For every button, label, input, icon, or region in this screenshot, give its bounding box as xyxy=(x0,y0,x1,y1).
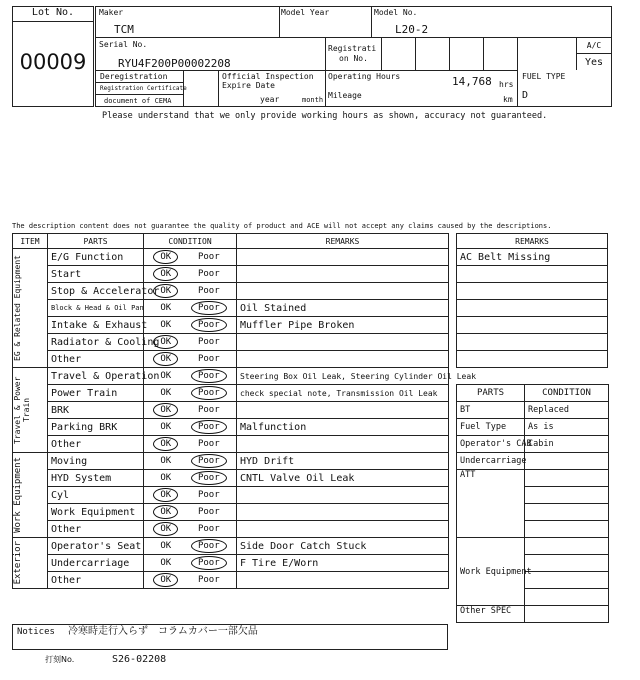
remark-line xyxy=(457,266,608,283)
serial-value: RYU4F200P00002208 xyxy=(118,57,231,70)
ok-option: OK xyxy=(160,303,172,313)
table-row xyxy=(13,572,449,589)
remark-cell: Side Door Catch Stuck xyxy=(237,538,449,555)
lot-label: Lot No. xyxy=(31,7,75,18)
side-remark-text xyxy=(457,334,608,351)
ok-circled: OK xyxy=(153,267,178,281)
table-row xyxy=(13,402,449,419)
ok-circled: OK xyxy=(153,250,178,264)
remark-cell: Steering Box Oil Leak, Steering Cylinder Oil Leak xyxy=(237,368,449,385)
remark-cell xyxy=(237,436,449,453)
part-name: HYD System xyxy=(48,470,144,487)
table-row xyxy=(13,266,449,283)
remark-cell xyxy=(237,283,449,300)
ok-circled: OK xyxy=(153,573,178,587)
table-row xyxy=(13,283,449,300)
side-part-condition xyxy=(525,555,609,572)
remark-cell: Oil Stained xyxy=(237,300,449,317)
condition-cell xyxy=(144,249,237,266)
att-label: ATT xyxy=(457,470,525,538)
table-row xyxy=(13,300,449,317)
remark-cell xyxy=(237,572,449,589)
hours-note: Please understand that we only provide working hours as shown, accuracy not guaranteed. xyxy=(102,111,548,121)
side-part-condition xyxy=(525,487,609,504)
ok-circled: OK xyxy=(153,505,178,519)
part-name: E/G Function xyxy=(48,249,144,266)
remark-cell xyxy=(237,266,449,283)
poor-option: Poor xyxy=(197,252,220,262)
side-parts-row xyxy=(457,436,609,453)
condition-cell xyxy=(144,504,237,521)
condition-cell xyxy=(144,266,237,283)
ok-option: OK xyxy=(160,558,172,568)
part-name: Start xyxy=(48,266,144,283)
side-part-condition xyxy=(525,589,609,606)
poor-circled: Poor xyxy=(191,471,227,485)
table-row xyxy=(13,521,449,538)
deregistration-label: Deregistration xyxy=(100,72,168,81)
side-parts-row xyxy=(457,419,609,436)
side-parts-row xyxy=(457,453,609,470)
cema-label: document of CEMA xyxy=(104,97,172,105)
poor-option: Poor xyxy=(197,507,220,517)
remark-cell xyxy=(237,521,449,538)
ok-option: OK xyxy=(160,422,172,432)
side-part-condition xyxy=(525,453,609,470)
table-row xyxy=(13,436,449,453)
model-no-label: Model No. xyxy=(374,8,418,17)
side-parts-table xyxy=(456,384,609,623)
poor-option: Poor xyxy=(197,269,220,279)
poor-option: Poor xyxy=(197,337,220,347)
ok-option: OK xyxy=(160,320,172,330)
ok-circled: OK xyxy=(153,522,178,536)
table-row xyxy=(13,419,449,436)
remark-cell xyxy=(237,249,449,266)
poor-option: Poor xyxy=(197,286,220,296)
remark-cell xyxy=(237,487,449,504)
side-remark-text xyxy=(457,283,608,300)
group-label: Work Equipment xyxy=(13,457,23,533)
ok-circled: OK xyxy=(153,403,178,417)
remark-cell xyxy=(237,504,449,521)
table-row xyxy=(13,351,449,368)
model-no-value: L20-2 xyxy=(395,23,429,36)
registration-certificate-label: Registration Certificate xyxy=(100,85,187,92)
table-row xyxy=(13,555,449,572)
group-label: Exterior xyxy=(13,541,23,585)
side-parts-row xyxy=(457,606,609,623)
parts-header: PARTS xyxy=(48,234,144,249)
condition-cell xyxy=(144,368,237,385)
ok-circled: OK xyxy=(153,437,178,451)
ok-circled: OK xyxy=(153,284,178,298)
poor-circled: Poor xyxy=(191,301,227,315)
item-header: ITEM xyxy=(13,234,48,249)
poor-option: Poor xyxy=(197,439,220,449)
group-label: EG & Related Equipment xyxy=(13,255,22,361)
table-row xyxy=(13,249,449,266)
side-part-name: Fuel Type xyxy=(457,419,525,436)
condition-cell xyxy=(144,317,237,334)
part-name: Other xyxy=(48,351,144,368)
condition-cell xyxy=(144,436,237,453)
poor-circled: Poor xyxy=(191,386,227,400)
operating-hours-value: 14,768 xyxy=(452,75,492,88)
fuel-type-value: D xyxy=(522,90,529,101)
side-remarks-header: REMARKS xyxy=(457,234,608,249)
ac-value: Yes xyxy=(584,57,604,68)
table-row xyxy=(13,385,449,402)
poor-circled: Poor xyxy=(191,454,227,468)
table-row xyxy=(13,317,449,334)
table-row xyxy=(13,368,449,385)
condition-cell xyxy=(144,402,237,419)
part-name: Intake & Exhaust xyxy=(48,317,144,334)
maker-label: Maker xyxy=(99,8,124,17)
side-part-condition xyxy=(525,504,609,521)
mileage-label: Mileage xyxy=(328,91,362,100)
part-name: Other xyxy=(48,436,144,453)
poor-option: Poor xyxy=(197,405,220,415)
poor-option: Poor xyxy=(197,575,220,585)
inspection-label-2: Expire Date xyxy=(222,81,275,90)
condition-cell xyxy=(144,572,237,589)
condition-cell xyxy=(144,470,237,487)
remarks-header: REMARKS xyxy=(237,234,449,249)
side-remark-text xyxy=(457,266,608,283)
remark-cell xyxy=(237,402,449,419)
group-label: Travel & Power Train xyxy=(13,376,31,444)
part-name: Travel & Operation xyxy=(48,368,144,385)
poor-option: Poor xyxy=(197,354,220,364)
maker-value: TCM xyxy=(114,23,134,36)
work-equipment-label: Work Equipment xyxy=(457,538,525,606)
side-parts-row xyxy=(457,538,609,555)
side-part-condition xyxy=(525,470,609,487)
part-name: Radiator & Cooling xyxy=(48,334,144,351)
remark-line xyxy=(457,351,608,368)
part-name: Other xyxy=(48,521,144,538)
condition-cell xyxy=(144,555,237,572)
stamp-label: 打刻No. xyxy=(45,655,75,664)
condition-cell xyxy=(144,334,237,351)
side-parts-header: PARTS xyxy=(457,385,525,402)
side-parts-row xyxy=(457,402,609,419)
part-name: Moving xyxy=(48,453,144,470)
table-row xyxy=(13,487,449,504)
poor-circled: Poor xyxy=(191,539,227,553)
year-label: year xyxy=(260,95,280,104)
ok-option: OK xyxy=(160,541,172,551)
side-part-condition xyxy=(525,572,609,589)
side-remark-text: AC Belt Missing xyxy=(457,249,608,266)
km-label: km xyxy=(503,95,513,104)
table-row xyxy=(13,504,449,521)
side-remark-text xyxy=(457,300,608,317)
side-part-condition: As is xyxy=(525,419,609,436)
hrs-label: hrs xyxy=(499,80,514,89)
poor-circled: Poor xyxy=(191,420,227,434)
condition-cell xyxy=(144,283,237,300)
part-name: Work Equipment xyxy=(48,504,144,521)
table-row xyxy=(13,334,449,351)
part-name: Power Train xyxy=(48,385,144,402)
model-year-label: Model Year xyxy=(281,8,330,17)
ok-option: OK xyxy=(160,388,172,398)
poor-circled: Poor xyxy=(191,556,227,570)
side-part-name: BT xyxy=(457,402,525,419)
side-part-name: Operator's CAB xyxy=(457,436,525,453)
ok-circled: OK xyxy=(153,488,178,502)
poor-option: Poor xyxy=(197,490,220,500)
condition-cell xyxy=(144,385,237,402)
condition-cell xyxy=(144,453,237,470)
ok-circled: OK xyxy=(153,335,178,349)
side-remark-text xyxy=(457,317,608,334)
group-label-cell xyxy=(13,453,48,538)
group-label-cell xyxy=(13,538,48,589)
month-label: month xyxy=(302,96,324,104)
condition-cell xyxy=(144,521,237,538)
registration-label-2: on No. xyxy=(339,54,368,63)
poor-circled: Poor xyxy=(191,369,227,383)
remark-cell: CNTL Valve Oil Leak xyxy=(237,470,449,487)
side-part-condition: Replaced xyxy=(525,402,609,419)
part-name: BRK xyxy=(48,402,144,419)
remark-cell: check special note, Transmission Oil Leak xyxy=(237,385,449,402)
group-label-cell xyxy=(13,249,48,368)
remark-cell xyxy=(237,351,449,368)
ok-option: OK xyxy=(160,456,172,466)
side-part-condition: Cabin xyxy=(525,436,609,453)
remark-cell xyxy=(237,334,449,351)
other-spec-label: Other SPEC xyxy=(457,606,525,623)
registration-label: Registrati xyxy=(328,44,377,53)
condition-cell xyxy=(144,300,237,317)
part-name: Stop & Accelerator xyxy=(48,283,144,300)
ac-label: A/C xyxy=(586,41,602,50)
condition-cell xyxy=(144,487,237,504)
table-row xyxy=(13,470,449,487)
part-name: Other xyxy=(48,572,144,589)
side-condition-header: CONDITION xyxy=(525,385,609,402)
part-name: Undercarriage xyxy=(48,555,144,572)
part-name: Cyl xyxy=(48,487,144,504)
side-parts-row xyxy=(457,470,609,487)
table-row xyxy=(13,538,449,555)
remark-cell: HYD Drift xyxy=(237,453,449,470)
notices-text: 冷寒時走行入らず コラムカバー一部欠品 xyxy=(68,626,258,637)
side-part-condition xyxy=(525,521,609,538)
operating-hours-label: Operating Hours xyxy=(328,72,401,81)
disclaimer: The description content does not guarantee the quality of product and ACE will not accept any claims caused by the descriptions. xyxy=(12,222,552,230)
part-name: Parking BRK xyxy=(48,419,144,436)
side-remark-text xyxy=(457,351,608,368)
remark-cell: F Tire E/Worn xyxy=(237,555,449,572)
remark-line xyxy=(457,283,608,300)
poor-circled: Poor xyxy=(191,318,227,332)
remark-line xyxy=(457,300,608,317)
notices-label: Notices xyxy=(17,627,55,637)
table-row xyxy=(13,453,449,470)
remark-line xyxy=(457,334,608,351)
remark-line xyxy=(457,249,608,266)
ok-circled: OK xyxy=(153,352,178,366)
side-part-condition xyxy=(525,538,609,555)
part-name: Operator's Seat xyxy=(48,538,144,555)
side-part-name: Undercarriage xyxy=(457,453,525,470)
part-name: Block & Head & Oil Pan xyxy=(48,300,144,317)
ok-option: OK xyxy=(160,473,172,483)
side-part-condition xyxy=(525,606,609,623)
lot-number: 00009 xyxy=(19,50,87,74)
condition-cell xyxy=(144,419,237,436)
remark-cell: Muffler Pipe Broken xyxy=(237,317,449,334)
condition-header: CONDITION xyxy=(144,234,237,249)
group-label-cell xyxy=(13,368,48,453)
ok-option: OK xyxy=(160,371,172,381)
fuel-type-label: FUEL TYPE xyxy=(522,72,566,81)
poor-option: Poor xyxy=(197,524,220,534)
condition-cell xyxy=(144,351,237,368)
condition-cell xyxy=(144,538,237,555)
remark-cell: Malfunction xyxy=(237,419,449,436)
inspection-label: Official Inspection xyxy=(222,72,314,81)
stamp-value: S26-02208 xyxy=(112,654,167,665)
remark-line xyxy=(457,317,608,334)
serial-label: Serial No. xyxy=(99,40,148,49)
side-remarks-table xyxy=(456,233,608,368)
